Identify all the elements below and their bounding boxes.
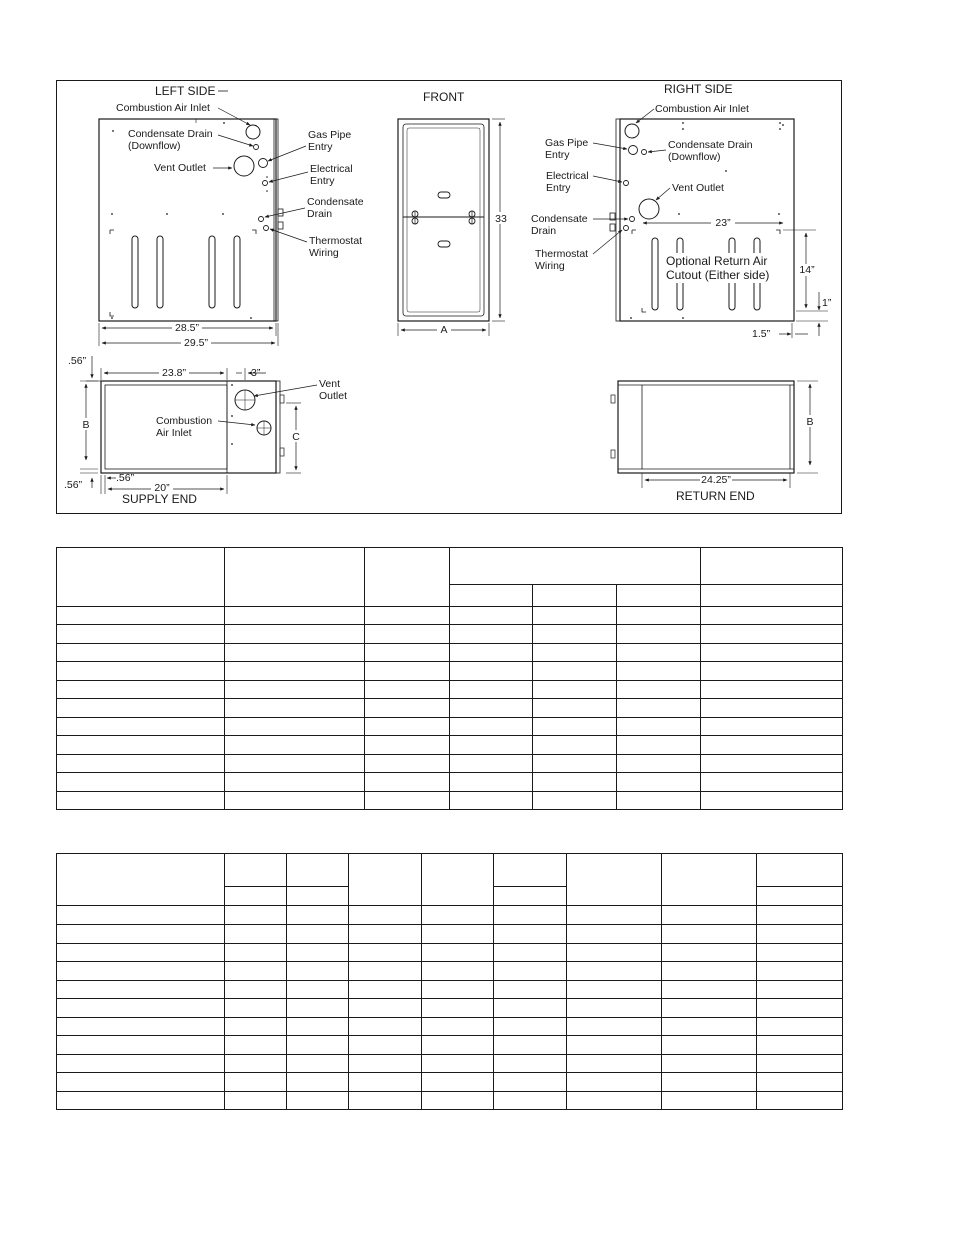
table-cell — [287, 887, 349, 906]
table-cell — [567, 944, 662, 962]
specifications-table — [56, 853, 843, 1110]
table-cell — [225, 944, 287, 962]
table-row — [57, 662, 843, 681]
table-cell — [225, 981, 287, 999]
table-cell — [450, 681, 533, 699]
table-cell — [701, 792, 843, 810]
thermostat-wiring-label-1: Thermostat — [309, 235, 363, 247]
table-cell — [450, 699, 533, 718]
table-cell — [287, 906, 349, 925]
table-cell — [567, 925, 662, 944]
table-cell — [57, 607, 225, 625]
table-cell — [287, 1092, 349, 1110]
table-cell — [57, 644, 225, 662]
table-cell — [365, 773, 450, 792]
table-cell — [225, 607, 365, 625]
supply-end-title: SUPPLY END — [122, 492, 197, 506]
dim-24-25: 24.25” — [701, 474, 731, 486]
table-cell — [567, 999, 662, 1018]
table-cell — [225, 699, 365, 718]
table-cell — [757, 944, 843, 962]
table-cell — [225, 792, 365, 810]
table-cell — [494, 1073, 567, 1092]
table-cell — [287, 981, 349, 999]
table-cell — [617, 718, 701, 736]
table-cell — [662, 999, 757, 1018]
table-cell — [494, 962, 567, 981]
table-cell — [225, 962, 287, 981]
table-cell — [494, 981, 567, 999]
table-cell — [494, 1055, 567, 1073]
table-cell — [494, 944, 567, 962]
condensate-drain-label-1: Condensate — [307, 196, 364, 208]
table-cell — [225, 736, 365, 755]
table-cell — [701, 736, 843, 755]
supply-end-cabinet — [101, 381, 284, 473]
table-cell — [225, 999, 287, 1018]
right-vent-outlet-label: Vent Outlet — [672, 182, 724, 194]
dim-056-top: .56” — [68, 355, 87, 367]
table-row — [57, 736, 843, 755]
table-cell — [567, 1092, 662, 1110]
table-cell — [757, 962, 843, 981]
table-cell — [533, 607, 617, 625]
table-cell — [225, 718, 365, 736]
table-cell — [57, 925, 225, 944]
table-cell — [57, 699, 225, 718]
table-row — [57, 962, 843, 981]
table-cell — [533, 585, 617, 607]
table-cell — [225, 548, 365, 607]
table-cell — [701, 662, 843, 681]
dimension-diagram — [56, 80, 842, 514]
table-cell — [533, 773, 617, 792]
table-cell — [757, 925, 843, 944]
right-side-title: RIGHT SIDE — [664, 82, 733, 96]
table-cell — [365, 662, 450, 681]
table-cell — [494, 906, 567, 925]
table-cell — [662, 1073, 757, 1092]
table-cell — [450, 792, 533, 810]
table-cell — [450, 607, 533, 625]
table-row — [57, 773, 843, 792]
table-cell — [287, 1036, 349, 1055]
table-cell — [365, 755, 450, 773]
table-cell — [57, 1018, 225, 1036]
right-combustion-air-inlet-label: Combustion Air Inlet — [655, 103, 749, 115]
dim-20: 20” — [154, 482, 170, 494]
table-cell — [349, 925, 422, 944]
table-cell — [422, 1055, 494, 1073]
table-cell — [422, 854, 494, 906]
table-cell — [422, 1018, 494, 1036]
table-cell — [757, 981, 843, 999]
table-cell — [757, 887, 843, 906]
table-cell — [225, 644, 365, 662]
table-cell — [567, 854, 662, 906]
table-cell — [422, 906, 494, 925]
table-cell — [494, 854, 567, 887]
combustion-air-inlet-supply-label-2: Air Inlet — [156, 427, 192, 439]
table-cell — [225, 906, 287, 925]
table-cell — [349, 962, 422, 981]
table-cell — [533, 699, 617, 718]
combustion-air-inlet-label: Combustion Air Inlet — [116, 102, 210, 114]
right-electrical-entry-label-2: Entry — [546, 182, 571, 194]
dim-c-supply: C — [292, 431, 300, 443]
right-condensate-drain-label-2: Drain — [531, 225, 557, 237]
right-thermostat-wiring-label-1: Thermostat — [535, 248, 589, 260]
table-cell — [57, 718, 225, 736]
left-side-view — [99, 84, 364, 349]
table-header-row — [57, 548, 843, 585]
table-cell — [533, 755, 617, 773]
table-row — [57, 1092, 843, 1110]
dimensions-table — [56, 547, 843, 810]
table-row — [57, 792, 843, 810]
table-cell — [349, 981, 422, 999]
table-cell — [349, 1055, 422, 1073]
table-cell — [349, 906, 422, 925]
table-cell — [225, 681, 365, 699]
return-end-cabinet — [611, 381, 794, 473]
table-cell — [567, 1055, 662, 1073]
table-cell — [57, 854, 225, 906]
condensate-drain-downflow-label-2: (Downflow) — [128, 140, 181, 152]
table-cell — [422, 999, 494, 1018]
dim-33: 33 — [495, 213, 507, 225]
table-cell — [701, 607, 843, 625]
table-row — [57, 925, 843, 944]
return-air-cutout-label-1: Optional Return Air — [666, 254, 768, 268]
table-row — [57, 1055, 843, 1073]
table-cell — [450, 773, 533, 792]
table-cell — [57, 944, 225, 962]
table-cell — [494, 925, 567, 944]
right-gas-pipe-entry-label-2: Entry — [545, 149, 570, 161]
table-cell — [349, 1073, 422, 1092]
table-cell — [365, 681, 450, 699]
gas-pipe-entry-label-2: Entry — [308, 141, 333, 153]
table-cell — [701, 681, 843, 699]
table-cell — [287, 1055, 349, 1073]
table-cell — [617, 736, 701, 755]
table-cell — [57, 906, 225, 925]
table-cell — [757, 1092, 843, 1110]
table-cell — [225, 1036, 287, 1055]
dim-056-inner: .56” — [116, 472, 135, 484]
table-cell — [701, 755, 843, 773]
vent-outlet-supply-label-1: Vent — [319, 378, 341, 390]
table-cell — [57, 999, 225, 1018]
front-cabinet — [398, 119, 489, 321]
table-row — [57, 755, 843, 773]
gas-pipe-entry-label-1: Gas Pipe — [308, 129, 352, 141]
table-cell — [422, 925, 494, 944]
table-cell — [365, 736, 450, 755]
electrical-entry-label-1: Electrical — [310, 163, 353, 175]
return-end-title: RETURN END — [676, 489, 755, 503]
table-cell — [617, 699, 701, 718]
table-cell — [422, 962, 494, 981]
table-cell — [349, 854, 422, 906]
table-cell — [533, 625, 617, 644]
dim-1: 1” — [822, 297, 832, 309]
table-cell — [662, 906, 757, 925]
table-row — [57, 699, 843, 718]
table-cell — [287, 1073, 349, 1092]
table-cell — [701, 625, 843, 644]
table-cell — [757, 1036, 843, 1055]
table-row — [57, 906, 843, 925]
table-cell — [450, 718, 533, 736]
dim-b-supply: B — [82, 419, 90, 431]
table-cell — [533, 736, 617, 755]
table-cell — [494, 887, 567, 906]
table-row — [57, 999, 843, 1018]
table-cell — [225, 1018, 287, 1036]
table-cell — [365, 548, 450, 607]
table-cell — [757, 854, 843, 887]
dim-28-5: 28.5” — [175, 322, 199, 334]
table-cell — [57, 736, 225, 755]
table-row — [57, 1018, 843, 1036]
table-cell — [494, 999, 567, 1018]
table-row — [57, 981, 843, 999]
table-cell — [225, 662, 365, 681]
table-cell — [349, 944, 422, 962]
table-cell — [225, 755, 365, 773]
table-cell — [57, 1036, 225, 1055]
table-cell — [701, 718, 843, 736]
table-cell — [57, 662, 225, 681]
table-cell — [349, 1092, 422, 1110]
dim-23: 23” — [715, 217, 731, 229]
table-cell — [494, 1036, 567, 1055]
table-cell — [617, 644, 701, 662]
vent-outlet-supply-label-2: Outlet — [319, 390, 348, 402]
table-cell — [287, 962, 349, 981]
table-cell — [567, 906, 662, 925]
table-cell — [225, 887, 287, 906]
condensate-drain-label-2: Drain — [307, 208, 333, 220]
return-end-view — [611, 381, 818, 503]
table-cell — [450, 662, 533, 681]
table-cell — [533, 681, 617, 699]
table-cell — [757, 1055, 843, 1073]
table-cell — [57, 773, 225, 792]
table-cell — [567, 1036, 662, 1055]
table-cell — [225, 1092, 287, 1110]
dim-056-bottom: .56” — [64, 479, 83, 491]
table-cell — [57, 792, 225, 810]
table-cell — [57, 1055, 225, 1073]
dim-1-5: 1.5” — [752, 328, 771, 340]
table-cell — [757, 906, 843, 925]
table-cell — [662, 925, 757, 944]
table-cell — [494, 1018, 567, 1036]
table-cell — [662, 1018, 757, 1036]
table-cell — [225, 925, 287, 944]
front-title: FRONT — [423, 90, 465, 104]
table-cell — [662, 1036, 757, 1055]
table-cell — [450, 585, 533, 607]
table-cell — [225, 773, 365, 792]
table-cell — [617, 662, 701, 681]
table-cell — [422, 944, 494, 962]
table-cell — [57, 962, 225, 981]
table-row — [57, 681, 843, 699]
table-cell — [57, 981, 225, 999]
supply-end-view — [64, 355, 347, 506]
dim-29-5: 29.5” — [184, 337, 208, 349]
right-condensate-drain-downflow-label-1: Condensate Drain — [668, 139, 753, 151]
table-cell — [57, 548, 225, 607]
table-cell — [57, 1073, 225, 1092]
table-cell — [422, 981, 494, 999]
right-thermostat-wiring-label-2: Wiring — [535, 260, 565, 272]
table-cell — [567, 981, 662, 999]
table-cell — [567, 1073, 662, 1092]
table-cell — [287, 999, 349, 1018]
table-row — [57, 1036, 843, 1055]
table-cell — [422, 1092, 494, 1110]
table-cell — [533, 718, 617, 736]
table-cell — [365, 607, 450, 625]
table-cell — [662, 1055, 757, 1073]
right-electrical-entry-label-1: Electrical — [546, 170, 589, 182]
thermostat-wiring-label-2: Wiring — [309, 247, 339, 259]
table-cell — [617, 773, 701, 792]
table-cell — [57, 1092, 225, 1110]
table-cell — [57, 625, 225, 644]
table-cell — [617, 625, 701, 644]
table-cell — [450, 755, 533, 773]
table-cell — [225, 625, 365, 644]
table-cell — [757, 999, 843, 1018]
table-cell — [287, 854, 349, 887]
table-cell — [662, 981, 757, 999]
table-cell — [757, 1073, 843, 1092]
left-side-title: LEFT SIDE — [155, 84, 216, 98]
table-cell — [617, 792, 701, 810]
dimension-diagram-svg — [56, 80, 842, 514]
dim-14: 14” — [799, 264, 815, 276]
table-cell — [662, 854, 757, 906]
table-cell — [450, 548, 701, 585]
table-cell — [567, 1018, 662, 1036]
table-cell — [701, 699, 843, 718]
table-cell — [287, 944, 349, 962]
dim-b-return: B — [806, 416, 814, 428]
table-cell — [533, 792, 617, 810]
combustion-air-inlet-supply-label-1: Combustion — [156, 415, 213, 427]
table-cell — [533, 662, 617, 681]
dim-23-8: 23.8” — [162, 367, 186, 379]
vent-outlet-label: Vent Outlet — [154, 162, 206, 174]
table-cell — [662, 944, 757, 962]
table-cell — [450, 644, 533, 662]
table-cell — [365, 699, 450, 718]
table-cell — [57, 755, 225, 773]
table-row — [57, 944, 843, 962]
table-cell — [450, 736, 533, 755]
table-cell — [57, 681, 225, 699]
table-row — [57, 644, 843, 662]
table-row — [57, 607, 843, 625]
table-cell — [349, 999, 422, 1018]
table-cell — [365, 644, 450, 662]
table-cell — [494, 1092, 567, 1110]
table-cell — [365, 792, 450, 810]
condensate-drain-downflow-label-1: Condensate Drain — [128, 128, 213, 140]
table-cell — [349, 1018, 422, 1036]
table-cell — [422, 1073, 494, 1092]
table-cell — [701, 585, 843, 607]
table-cell — [701, 773, 843, 792]
table-cell — [617, 681, 701, 699]
table-cell — [617, 607, 701, 625]
table-cell — [422, 1036, 494, 1055]
dim-3: 3” — [251, 367, 261, 379]
table-cell — [662, 1092, 757, 1110]
table-cell — [287, 925, 349, 944]
left-side-cabinet — [99, 119, 283, 321]
table-cell — [757, 1018, 843, 1036]
table-cell — [225, 1073, 287, 1092]
table-cell — [365, 625, 450, 644]
table-cell — [662, 962, 757, 981]
table-cell — [450, 625, 533, 644]
table-cell — [287, 1018, 349, 1036]
table-cell — [225, 1055, 287, 1073]
table-cell — [365, 718, 450, 736]
table-cell — [349, 1036, 422, 1055]
table-cell — [533, 644, 617, 662]
table-cell — [701, 548, 843, 585]
electrical-entry-label-2: Entry — [310, 175, 335, 187]
front-view — [398, 90, 509, 336]
table-cell — [617, 755, 701, 773]
right-gas-pipe-entry-label-1: Gas Pipe — [545, 137, 589, 149]
table-row — [57, 718, 843, 736]
table-row — [57, 1073, 843, 1092]
right-condensate-drain-label-1: Condensate — [531, 213, 588, 225]
table-cell — [701, 644, 843, 662]
table-cell — [567, 962, 662, 981]
right-side-view — [531, 82, 832, 340]
table-row — [57, 625, 843, 644]
table-cell — [617, 585, 701, 607]
return-air-cutout-label-2: Cutout (Either side) — [666, 268, 770, 282]
table-header-row — [57, 854, 843, 887]
right-condensate-drain-downflow-label-2: (Downflow) — [668, 151, 721, 163]
table-cell — [225, 854, 287, 887]
dim-a: A — [440, 324, 448, 336]
